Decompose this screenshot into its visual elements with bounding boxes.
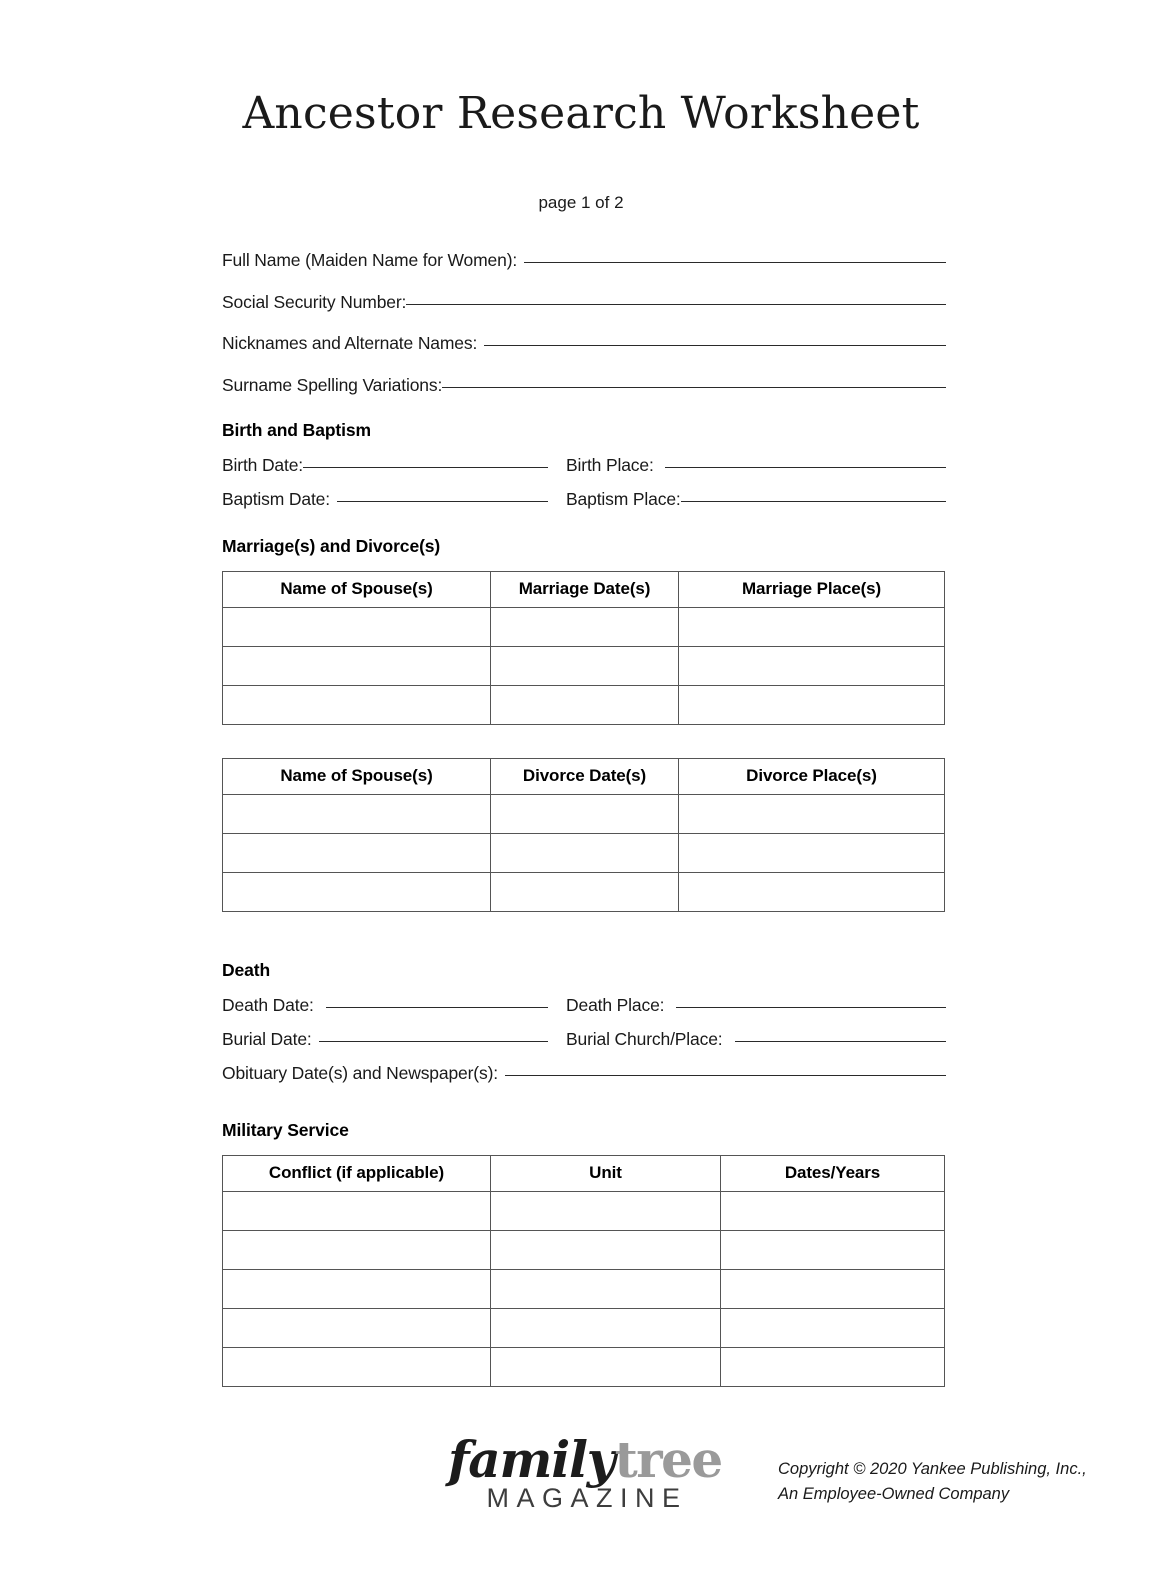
page-indicator: page 1 of 2 bbox=[538, 193, 624, 212]
cell-divorce-place[interactable] bbox=[679, 872, 945, 911]
cell-dates-years[interactable] bbox=[721, 1191, 945, 1230]
field-full-name[interactable] bbox=[222, 250, 946, 271]
field-line-death-date[interactable] bbox=[326, 1007, 548, 1008]
field-line-burial-church-place[interactable] bbox=[735, 1041, 946, 1042]
field-line-surname-variations[interactable] bbox=[442, 387, 946, 388]
field-label-nicknames: Nicknames and Alternate Names: bbox=[222, 333, 478, 353]
field-label-baptism-place: Baptism Place: bbox=[566, 488, 681, 509]
table-row[interactable] bbox=[223, 833, 945, 872]
field-line-obituary[interactable] bbox=[505, 1075, 946, 1076]
field-label-baptism-date: Baptism Date: bbox=[222, 488, 330, 509]
page-title: Ancestor Research Worksheet bbox=[242, 88, 920, 139]
cell-marriage-date[interactable] bbox=[491, 646, 679, 685]
field-label-death-date: Death Date: bbox=[222, 994, 314, 1015]
field-baptism-date[interactable] bbox=[222, 489, 566, 510]
field-line-birth-date[interactable] bbox=[303, 467, 548, 468]
field-line-full-name[interactable] bbox=[524, 262, 946, 263]
cell-conflict[interactable] bbox=[223, 1230, 491, 1269]
cell-conflict[interactable] bbox=[223, 1308, 491, 1347]
field-death-place[interactable] bbox=[566, 995, 946, 1016]
military-service-table bbox=[222, 1155, 945, 1387]
cell-marriage-place[interactable] bbox=[679, 685, 945, 724]
cell-spouse-name[interactable] bbox=[223, 794, 491, 833]
table-row[interactable] bbox=[223, 685, 945, 724]
cell-conflict[interactable] bbox=[223, 1191, 491, 1230]
logo-word-tree: tree bbox=[614, 1430, 722, 1489]
field-nicknames[interactable] bbox=[222, 333, 946, 354]
field-birth-date[interactable] bbox=[222, 455, 566, 476]
table-spacer bbox=[222, 725, 946, 758]
table-row[interactable] bbox=[223, 1269, 945, 1308]
field-surname-variations[interactable] bbox=[222, 375, 946, 396]
field-obituary[interactable] bbox=[222, 1063, 946, 1084]
field-label-burial-date: Burial Date: bbox=[222, 1028, 312, 1049]
field-line-birth-place[interactable] bbox=[665, 467, 946, 468]
copyright-notice bbox=[778, 1457, 1098, 1507]
field-burial-date[interactable] bbox=[222, 1029, 566, 1050]
cell-conflict[interactable] bbox=[223, 1347, 491, 1386]
field-line-baptism-date[interactable] bbox=[337, 501, 548, 502]
page-footer bbox=[0, 1425, 1162, 1555]
field-burial-church-place[interactable] bbox=[566, 1029, 946, 1050]
cell-divorce-place[interactable] bbox=[679, 833, 945, 872]
column-header-spouse-name: Name of Spouse(s) bbox=[223, 758, 491, 794]
cell-spouse-name[interactable] bbox=[223, 607, 491, 646]
field-label-surname-variations: Surname Spelling Variations: bbox=[222, 374, 443, 395]
cell-unit[interactable] bbox=[491, 1230, 721, 1269]
cell-dates-years[interactable] bbox=[721, 1347, 945, 1386]
divorce-table bbox=[222, 758, 945, 912]
section-heading-military-service: Military Service bbox=[222, 1119, 349, 1140]
cell-marriage-place[interactable] bbox=[679, 607, 945, 646]
section-heading-marriage-divorce: Marriage(s) and Divorce(s) bbox=[222, 535, 441, 556]
copyright-line-1: Copyright © 2020 Yankee Publishing, Inc., bbox=[778, 1460, 1087, 1478]
field-line-death-place[interactable] bbox=[676, 1007, 946, 1008]
column-header-divorce-place: Divorce Place(s) bbox=[679, 758, 945, 794]
cell-conflict[interactable] bbox=[223, 1269, 491, 1308]
table-header-row bbox=[223, 571, 945, 607]
column-header-dates-years: Dates/Years bbox=[721, 1155, 945, 1191]
cell-unit[interactable] bbox=[491, 1191, 721, 1230]
table-row[interactable] bbox=[223, 1347, 945, 1386]
section-heading-birth-baptism: Birth and Baptism bbox=[222, 419, 372, 440]
cell-divorce-date[interactable] bbox=[491, 833, 679, 872]
row-death bbox=[222, 995, 946, 1016]
table-row[interactable] bbox=[223, 607, 945, 646]
logo-subtitle: MAGAZINE bbox=[486, 1483, 688, 1513]
field-line-nicknames[interactable] bbox=[484, 345, 946, 346]
cell-spouse-name[interactable] bbox=[223, 833, 491, 872]
cell-marriage-date[interactable] bbox=[491, 685, 679, 724]
field-line-social-security-number[interactable] bbox=[406, 304, 946, 305]
cell-dates-years[interactable] bbox=[721, 1308, 945, 1347]
column-header-spouse-name: Name of Spouse(s) bbox=[223, 571, 491, 607]
table-row[interactable] bbox=[223, 794, 945, 833]
table-header-row bbox=[223, 1155, 945, 1191]
cell-spouse-name[interactable] bbox=[223, 685, 491, 724]
copyright-line-2: An Employee-Owned Company bbox=[778, 1485, 1010, 1503]
cell-unit[interactable] bbox=[491, 1269, 721, 1308]
field-label-burial-church-place: Burial Church/Place: bbox=[566, 1028, 723, 1049]
field-label-birth-place: Birth Place: bbox=[566, 454, 654, 475]
cell-spouse-name[interactable] bbox=[223, 646, 491, 685]
table-row[interactable] bbox=[223, 1191, 945, 1230]
cell-marriage-place[interactable] bbox=[679, 646, 945, 685]
worksheet-content bbox=[222, 250, 946, 1387]
marriage-table bbox=[222, 571, 945, 725]
cell-divorce-place[interactable] bbox=[679, 794, 945, 833]
column-header-marriage-date: Marriage Date(s) bbox=[491, 571, 679, 607]
row-birth bbox=[222, 455, 946, 476]
cell-dates-years[interactable] bbox=[721, 1230, 945, 1269]
cell-marriage-date[interactable] bbox=[491, 607, 679, 646]
field-label-birth-date: Birth Date: bbox=[222, 454, 304, 475]
field-birth-place[interactable] bbox=[566, 455, 946, 476]
field-baptism-place[interactable] bbox=[566, 489, 946, 510]
cell-dates-years[interactable] bbox=[721, 1269, 945, 1308]
field-label-full-name: Full Name (Maiden Name for Women): bbox=[222, 250, 518, 270]
field-line-burial-date[interactable] bbox=[319, 1041, 548, 1042]
field-label-death-place: Death Place: bbox=[566, 994, 665, 1015]
column-header-divorce-date: Divorce Date(s) bbox=[491, 758, 679, 794]
field-label-social-security-number: Social Security Number: bbox=[222, 291, 407, 312]
field-death-date[interactable] bbox=[222, 995, 566, 1016]
table-row[interactable] bbox=[223, 646, 945, 685]
table-header-row bbox=[223, 758, 945, 794]
row-burial bbox=[222, 1029, 946, 1050]
field-line-baptism-place[interactable] bbox=[681, 501, 946, 502]
section-heading-death: Death bbox=[222, 959, 271, 980]
row-baptism bbox=[222, 489, 946, 510]
column-header-marriage-place: Marriage Place(s) bbox=[679, 571, 945, 607]
cell-unit[interactable] bbox=[491, 1347, 721, 1386]
logo-word-family: family bbox=[448, 1430, 615, 1489]
column-header-conflict: Conflict (if applicable) bbox=[223, 1155, 491, 1191]
table-row[interactable] bbox=[223, 1308, 945, 1347]
table-row[interactable] bbox=[223, 1230, 945, 1269]
logo-wordmark bbox=[448, 1430, 722, 1489]
table-row[interactable] bbox=[223, 872, 945, 911]
column-header-unit: Unit bbox=[491, 1155, 721, 1191]
cell-divorce-date[interactable] bbox=[491, 794, 679, 833]
field-social-security-number[interactable] bbox=[222, 292, 946, 313]
cell-divorce-date[interactable] bbox=[491, 872, 679, 911]
familytree-magazine-logo bbox=[448, 1430, 722, 1514]
cell-unit[interactable] bbox=[491, 1308, 721, 1347]
field-label-obituary: Obituary Date(s) and Newspaper(s): bbox=[222, 1062, 498, 1083]
cell-spouse-name[interactable] bbox=[223, 872, 491, 911]
